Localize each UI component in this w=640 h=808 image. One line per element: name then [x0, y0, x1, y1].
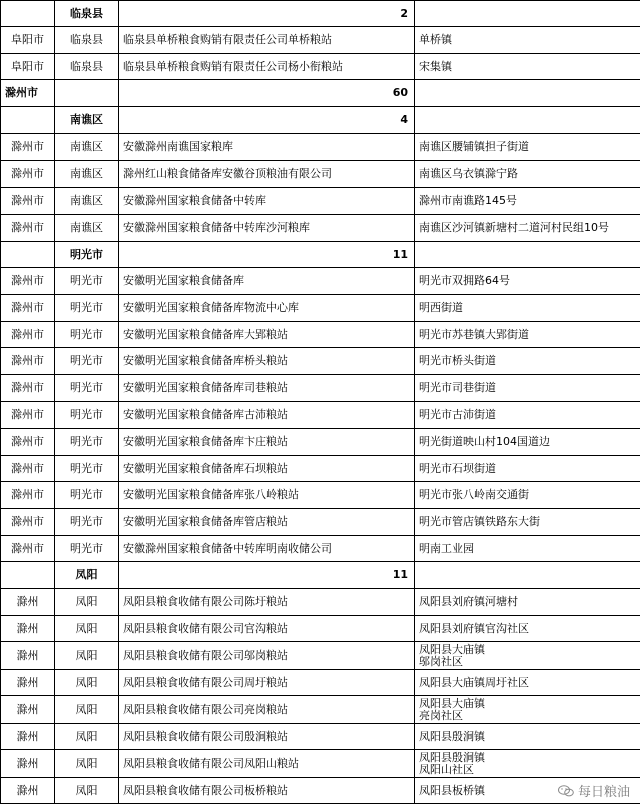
county-cell: 凤阳: [55, 562, 119, 589]
depot-name-cell: 安徽明光国家粮食储备库: [119, 268, 415, 295]
blank-cell: [1, 107, 55, 134]
county-cell: 临泉县: [55, 1, 119, 27]
depot-name-cell: 滁州红山粮食储备库安徽谷顶粮油有限公司: [119, 161, 415, 188]
depot-name-cell: 安徽明光国家粮食储备库卞庄粮站: [119, 429, 415, 456]
table-row: [1, 429, 640, 456]
depot-name-cell: 凤阳县粮食收储有限公司周圩粮站: [119, 670, 415, 696]
county-cell: 凤阳: [55, 724, 119, 750]
table-row: [1, 482, 640, 509]
city-cell: 滁州市: [1, 134, 55, 161]
depot-name-cell: 凤阳县粮食收储有限公司邬岗粮站: [119, 642, 415, 670]
city-cell: 滁州市: [1, 188, 55, 215]
count-cell: 60: [119, 80, 415, 107]
city-cell: 滁州市: [1, 456, 55, 482]
county-cell: 明光市: [55, 402, 119, 429]
blank-cell: [1, 1, 55, 27]
address-cell: 明西街道: [415, 295, 640, 322]
city-cell: 滁州: [1, 778, 55, 804]
depot-name-cell: 安徽滁州国家粮食储备中转库: [119, 188, 415, 215]
depot-name-cell: 安徽明光国家粮食储备库管店粮站: [119, 509, 415, 536]
address-cell: 宋集镇: [415, 54, 640, 80]
table-row: [1, 456, 640, 482]
district-subtotal-row: [1, 107, 640, 134]
depot-name-cell: 凤阳县粮食收储有限公司殷涧粮站: [119, 724, 415, 750]
county-cell: 临泉县: [55, 27, 119, 54]
county-cell: 明光市: [55, 429, 119, 456]
county-cell: 明光市: [55, 509, 119, 536]
address-cell: 凤阳县刘府镇官沟社区: [415, 616, 640, 642]
blank-cell: [415, 80, 640, 107]
address-cell: 单桥镇: [415, 27, 640, 54]
address-cell: 凤阳县板桥镇: [415, 778, 640, 804]
city-cell: 滁州: [1, 750, 55, 778]
city-cell: 滁州: [1, 589, 55, 616]
address-cell: 明光街道映山村104国道边: [415, 429, 640, 456]
table-row: [1, 642, 640, 670]
city-cell: 滁州: [1, 642, 55, 670]
address-cell: 凤阳县大庙镇 邬岗社区: [415, 642, 640, 670]
table-row: [1, 402, 640, 429]
depot-name-cell: 凤阳县粮食收储有限公司官沟粮站: [119, 616, 415, 642]
county-cell: 凤阳: [55, 778, 119, 804]
table-body: [1, 1, 640, 804]
city-cell: 阜阳市: [1, 27, 55, 54]
blank-cell: [1, 562, 55, 589]
depot-name-cell: 安徽滁州国家粮食储备中转库明南收储公司: [119, 536, 415, 562]
table-row: [1, 188, 640, 215]
county-cell: 明光市: [55, 482, 119, 509]
county-cell: 凤阳: [55, 616, 119, 642]
address-cell: 凤阳县大庙镇 亮岗社区: [415, 696, 640, 724]
city-cell: 滁州市: [1, 268, 55, 295]
county-cell: 凤阳: [55, 589, 119, 616]
blank-cell: [1, 242, 55, 268]
city-cell: 滁州市: [1, 402, 55, 429]
depot-name-cell: 临泉县单桥粮食购销有限责任公司杨小衔粮站: [119, 54, 415, 80]
address-cell: 明光市张八岭南交通街: [415, 482, 640, 509]
depot-name-cell: 凤阳县粮食收储有限公司陈圩粮站: [119, 589, 415, 616]
table-row: [1, 724, 640, 750]
county-cell: 明光市: [55, 242, 119, 268]
count-cell: 11: [119, 562, 415, 589]
table-row: [1, 268, 640, 295]
table-row: [1, 589, 640, 616]
blank-cell: [55, 80, 119, 107]
blank-cell: [415, 562, 640, 589]
address-cell: 明南工业园: [415, 536, 640, 562]
city-cell: 滁州市: [1, 322, 55, 348]
depot-name-cell: 安徽明光国家粮食储备库张八岭粮站: [119, 482, 415, 509]
depot-name-cell: 安徽滁州国家粮食储备中转库沙河粮库: [119, 215, 415, 242]
city-cell: 滁州市: [1, 375, 55, 402]
city-cell: 滁州市: [1, 509, 55, 536]
city-cell: 滁州: [1, 724, 55, 750]
table-row: [1, 778, 640, 804]
depot-name-cell: 临泉县单桥粮食购销有限责任公司单桥粮站: [119, 27, 415, 54]
depot-name-cell: 凤阳县粮食收储有限公司亮岗粮站: [119, 696, 415, 724]
city-cell: 阜阳市: [1, 54, 55, 80]
table-row: [1, 134, 640, 161]
count-cell: 4: [119, 107, 415, 134]
depot-name-cell: 凤阳县粮食收储有限公司凤阳山粮站: [119, 750, 415, 778]
county-cell: 临泉县: [55, 54, 119, 80]
county-cell: 南谯区: [55, 161, 119, 188]
blank-cell: [415, 107, 640, 134]
address-cell: 凤阳县殷涧镇: [415, 724, 640, 750]
county-cell: 凤阳: [55, 670, 119, 696]
district-subtotal-row: [1, 562, 640, 589]
city-subtotal-row: [1, 80, 640, 107]
county-cell: 明光市: [55, 322, 119, 348]
table-row: [1, 215, 640, 242]
depot-name-cell: 安徽明光国家粮食储备库司巷粮站: [119, 375, 415, 402]
county-cell: 明光市: [55, 375, 119, 402]
table-row: [1, 348, 640, 375]
table-row: [1, 27, 640, 54]
depot-name-cell: 安徽明光国家粮食储备库大郢粮站: [119, 322, 415, 348]
county-cell: 明光市: [55, 268, 119, 295]
address-cell: 凤阳县大庙镇周圩社区: [415, 670, 640, 696]
county-cell: 南谯区: [55, 215, 119, 242]
table-row: [1, 536, 640, 562]
count-cell: 11: [119, 242, 415, 268]
county-cell: 明光市: [55, 348, 119, 375]
count-cell: 2: [119, 1, 415, 27]
table-row: [1, 161, 640, 188]
city-cell: 滁州市: [1, 215, 55, 242]
table-row: [1, 295, 640, 322]
table-row: [1, 670, 640, 696]
county-cell: 南谯区: [55, 107, 119, 134]
depot-name-cell: 安徽明光国家粮食储备库桥头粮站: [119, 348, 415, 375]
address-cell: 明光市桥头街道: [415, 348, 640, 375]
depot-name-cell: 安徽明光国家粮食储备库古沛粮站: [119, 402, 415, 429]
address-cell: 南谯区沙河镇新塘村二道河村民组10号: [415, 215, 640, 242]
county-cell: 明光市: [55, 536, 119, 562]
blank-cell: [415, 242, 640, 268]
city-cell: 滁州市: [1, 536, 55, 562]
address-cell: 南谯区乌衣镇滁宁路: [415, 161, 640, 188]
district-subtotal-row: [1, 1, 640, 27]
city-cell: 滁州市: [1, 295, 55, 322]
depot-name-cell: 安徽明光国家粮食储备库物流中心库: [119, 295, 415, 322]
wechat-icon: [558, 785, 574, 797]
depot-name-cell: 凤阳县粮食收储有限公司板桥粮站: [119, 778, 415, 804]
table-row: [1, 375, 640, 402]
address-cell: 明光市司巷街道: [415, 375, 640, 402]
city-cell: 滁州市: [1, 161, 55, 188]
county-cell: 凤阳: [55, 750, 119, 778]
city-cell: 滁州市: [1, 80, 55, 107]
county-cell: 南谯区: [55, 134, 119, 161]
city-cell: 滁州市: [1, 348, 55, 375]
address-cell: 凤阳县殷涧镇 凤阳山社区: [415, 750, 640, 778]
address-cell: 凤阳县刘府镇河塘村: [415, 589, 640, 616]
district-subtotal-row: [1, 242, 640, 268]
city-cell: 滁州: [1, 696, 55, 724]
address-cell: 明光市古沛街道: [415, 402, 640, 429]
watermark-text: 每日粮油: [577, 785, 630, 800]
county-cell: 南谯区: [55, 188, 119, 215]
table-row: [1, 750, 640, 778]
table-row: [1, 509, 640, 536]
table-row: [1, 322, 640, 348]
city-cell: 滁州市: [1, 482, 55, 509]
address-cell: 滁州市南谯路145号: [415, 188, 640, 215]
county-cell: 明光市: [55, 456, 119, 482]
watermark: [558, 781, 630, 800]
table-row: [1, 54, 640, 80]
table-row: [1, 616, 640, 642]
address-cell: 明光市管店镇铁路东大街: [415, 509, 640, 536]
address-cell: 南谯区腰铺镇担子街道: [415, 134, 640, 161]
city-cell: 滁州市: [1, 429, 55, 456]
address-cell: 明光市苏巷镇大郢街道: [415, 322, 640, 348]
blank-cell: [415, 1, 640, 27]
address-cell: 明光市双拥路64号: [415, 268, 640, 295]
depot-name-cell: 安徽滁州南谯国家粮库: [119, 134, 415, 161]
city-cell: 滁州: [1, 670, 55, 696]
county-cell: 凤阳: [55, 642, 119, 670]
city-cell: 滁州: [1, 616, 55, 642]
table-row: [1, 696, 640, 724]
county-cell: 明光市: [55, 295, 119, 322]
depot-name-cell: 安徽明光国家粮食储备库石坝粮站: [119, 456, 415, 482]
county-cell: 凤阳: [55, 696, 119, 724]
address-cell: 明光市石坝街道: [415, 456, 640, 482]
